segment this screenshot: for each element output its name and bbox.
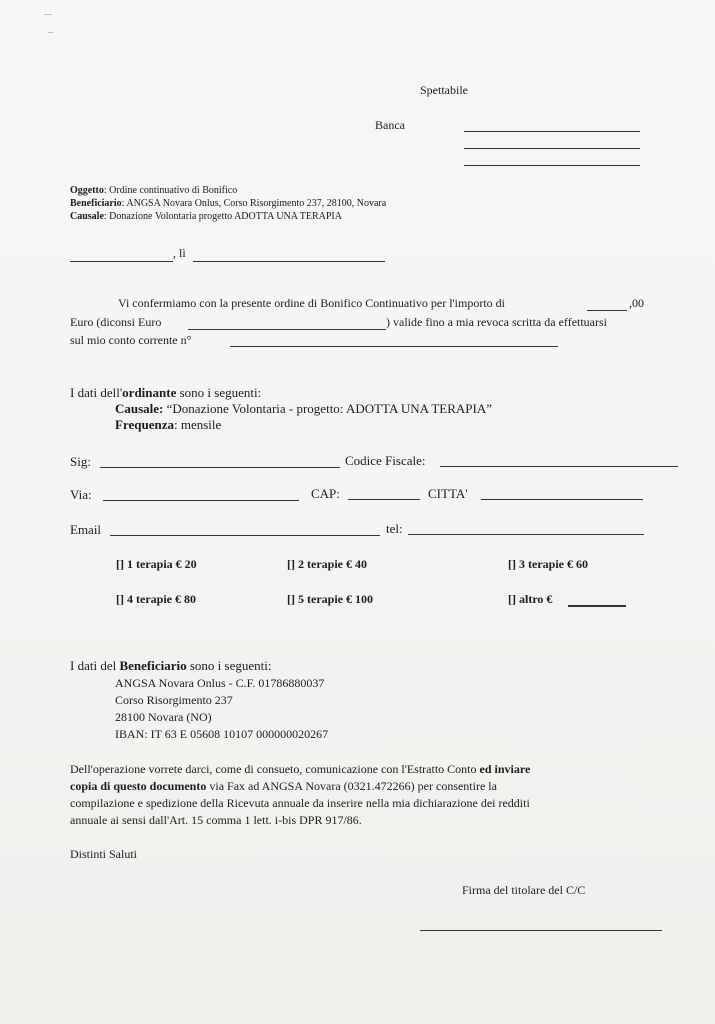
beneficiario-city: 28100 Novara (NO) (115, 710, 212, 724)
codice-fiscale-label: Codice Fiscale: (345, 453, 426, 468)
option-1-terapia[interactable]: [] 1 terapia € 20 (116, 557, 197, 571)
citta-field[interactable] (481, 499, 643, 500)
option-altro[interactable]: [] altro € (508, 592, 553, 606)
body-line-3-text: sul mio conto corrente n° (70, 333, 192, 347)
bank-line-3[interactable] (464, 165, 640, 166)
ordinante-intro: I dati dell'ordinante sono i seguenti: (70, 385, 262, 400)
date-field[interactable] (193, 261, 385, 262)
closing-salutation: Distinti Saluti (70, 847, 138, 861)
scan-speck (44, 14, 52, 15)
closing-line-4: annuale ai sensi dall'Art. 15 comma 1 lett. i-bis DPR 917/86. (70, 813, 362, 827)
body-line-1-text: Vi confermiamo con la presente ordine di Bonifico Continuativo per l'importo di (118, 296, 506, 310)
signature-caption: Firma del titolare del C/C (462, 883, 586, 897)
beneficiario-name: ANGSA Novara Onlus - C.F. 01786880037 (115, 676, 325, 690)
tel-label: tel: (386, 521, 403, 536)
via-field[interactable] (103, 500, 299, 501)
scan-speck (48, 32, 53, 33)
tel-field[interactable] (408, 534, 644, 535)
closing-line-1: Dell'operazione vorrete darci, come di consueto, comunicazione con l'Estratto Conto ed inviare (70, 762, 531, 776)
email-label: Email (70, 522, 102, 537)
subject-beneficiario: Beneficiario: ANGSA Novara Onlus, Corso Risorgimento 237, 28100, Novara (70, 198, 387, 209)
option-3-terapie[interactable]: [] 3 terapie € 60 (508, 557, 588, 571)
closing-line-3: compilazione e spedizione della Ricevuta annuale da inserire nella mia dichiarazione dei redditi (70, 796, 530, 810)
bank-line-2[interactable] (464, 148, 640, 149)
cap-field[interactable] (348, 499, 420, 500)
account-number-field[interactable] (230, 346, 558, 347)
subject-causale: Causale: Donazione Volontaria progetto ADOTTA UNA TERAPIA (70, 211, 342, 222)
sig-label: Sig: (70, 454, 91, 469)
ordinante-causale: Causale: “Donazione Volontaria - progetto: ADOTTA UNA TERAPIA” (115, 401, 492, 416)
amount-words-field[interactable] (188, 329, 386, 330)
signature-field[interactable] (420, 930, 662, 931)
option-4-terapie[interactable]: [] 4 terapie € 80 (116, 592, 196, 606)
option-5-terapie[interactable]: [] 5 terapie € 100 (287, 592, 373, 606)
citta-label: CITTA' (428, 486, 468, 501)
beneficiario-iban: IBAN: IT 63 E 05608 10107 000000020267 (115, 727, 329, 741)
subject-oggetto: Oggetto: Ordine continuativo di Bonifico (70, 185, 238, 196)
ordinante-frequenza: Frequenza: mensile (115, 417, 222, 432)
place-field[interactable] (70, 261, 173, 262)
bank-label: Banca (375, 118, 405, 132)
body-line-2-suffix: ) valide fino a mia revoca scritta da effettuarsi (386, 315, 608, 329)
bank-line-1[interactable] (464, 131, 640, 132)
beneficiario-intro: I dati del Beneficiario sono i seguenti: (70, 658, 272, 673)
beneficiario-street: Corso Risorgimento 237 (115, 693, 233, 707)
email-field[interactable] (110, 535, 380, 536)
sig-field[interactable] (100, 467, 340, 468)
via-label: Via: (70, 487, 92, 502)
amount-field[interactable] (587, 310, 627, 311)
place-date-separator: , lì (173, 246, 186, 260)
cap-label: CAP: (311, 486, 340, 501)
altro-amount-field[interactable] (568, 605, 626, 607)
body-line-2-text: Euro (diconsi Euro (70, 315, 162, 329)
option-2-terapie[interactable]: [] 2 terapie € 40 (287, 557, 367, 571)
addressee-title: Spettabile (420, 83, 468, 97)
codice-fiscale-field[interactable] (440, 466, 678, 467)
closing-line-2: copia di questo documento via Fax ad ANGSA Novara (0321.472266) per consentire la (70, 779, 497, 793)
amount-decimals: ,00 (629, 296, 644, 310)
